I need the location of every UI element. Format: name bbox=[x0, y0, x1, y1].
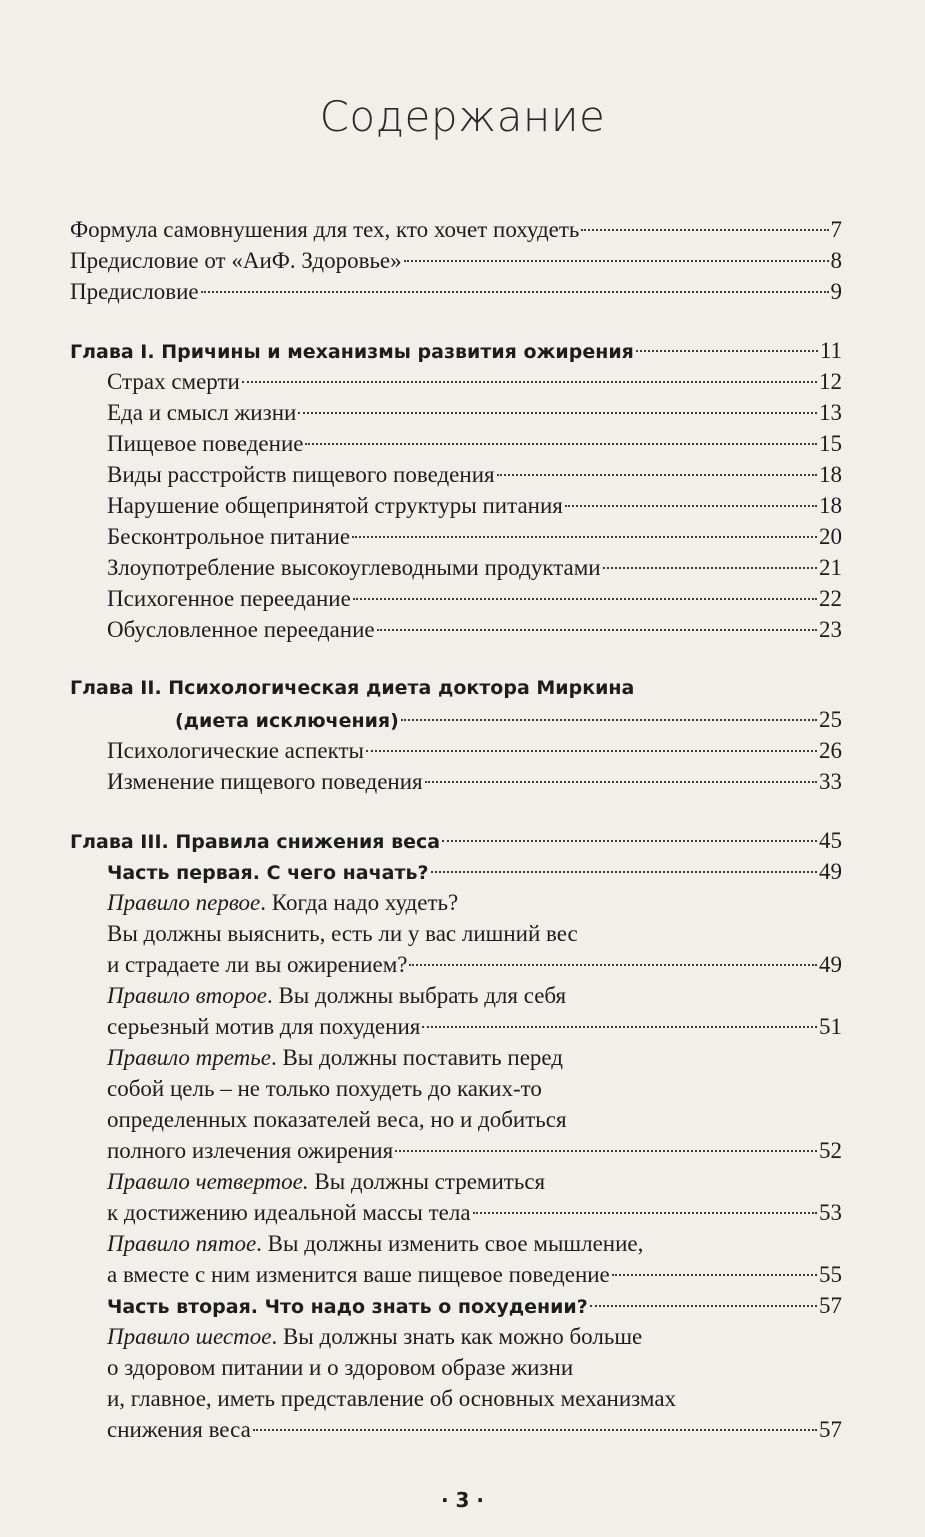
toc-entry[interactable] bbox=[70, 552, 842, 583]
toc-page-number: 15 bbox=[819, 431, 842, 456]
toc-entry-title: серьезный мотив для похудения bbox=[107, 1014, 421, 1039]
toc-entry-title: Нарушение общепринятой структуры питания bbox=[107, 493, 563, 518]
toc-page-number: 18 bbox=[819, 462, 842, 487]
dot-leader bbox=[422, 1025, 817, 1028]
toc-page-number: 45 bbox=[819, 828, 842, 853]
dot-leader bbox=[565, 504, 817, 507]
toc-rule-line[interactable] bbox=[70, 1321, 842, 1352]
toc-rule-line[interactable] bbox=[70, 1228, 842, 1259]
dot-leader bbox=[401, 718, 817, 721]
dot-leader bbox=[298, 411, 817, 414]
toc-page-number: 13 bbox=[819, 400, 842, 425]
toc-entry[interactable] bbox=[70, 276, 842, 307]
toc-entry-title: Пищевое поведение bbox=[107, 431, 304, 456]
toc-entry-title: Обусловленное переедание bbox=[107, 617, 375, 642]
toc-entry[interactable] bbox=[70, 614, 842, 645]
rule-label: Правило третье bbox=[107, 1045, 271, 1070]
dot-leader bbox=[612, 1273, 817, 1276]
dot-leader bbox=[352, 535, 817, 538]
toc-entry[interactable] bbox=[70, 214, 842, 245]
toc-rule-line: о здоровом питании и о здоровом образе жизни bbox=[107, 1355, 574, 1380]
toc-chapter-subtitle: (диета исключения) bbox=[175, 710, 399, 732]
toc-entry[interactable] bbox=[70, 1414, 842, 1445]
toc-entry[interactable] bbox=[70, 766, 842, 797]
toc-entry[interactable] bbox=[70, 1135, 842, 1166]
toc-page-number: 55 bbox=[819, 1262, 842, 1287]
toc-rule-line: определенных показателей веса, но и добиться bbox=[107, 1107, 567, 1132]
toc-page-number: 57 bbox=[819, 1293, 842, 1318]
page-title: Содержание bbox=[319, 92, 606, 141]
toc-entry[interactable] bbox=[70, 397, 842, 428]
toc-entry[interactable] bbox=[70, 366, 842, 397]
toc-entry-title: Предисловие bbox=[70, 279, 199, 304]
toc-page-number: 26 bbox=[819, 738, 842, 763]
toc-rule-line[interactable] bbox=[70, 887, 842, 918]
toc-entry-title: к достижению идеальной массы тела bbox=[107, 1200, 471, 1225]
toc-page-number: 12 bbox=[819, 369, 842, 394]
toc-entry-title: и страдаете ли вы ожирением? bbox=[107, 952, 408, 977]
toc-entry-title: Бесконтрольное питание bbox=[107, 524, 351, 549]
toc-entry-title: полного излечения ожирения bbox=[107, 1138, 394, 1163]
toc-entry[interactable] bbox=[70, 949, 842, 980]
toc-rule-line[interactable] bbox=[70, 1042, 842, 1073]
toc-entry-title: Предисловие от «АиФ. Здоровье» bbox=[70, 248, 402, 273]
toc-page-number: 25 bbox=[819, 707, 842, 732]
rule-text: . Вы должны знать как можно больше bbox=[271, 1324, 643, 1349]
rule-label: Правило четвертое. bbox=[107, 1169, 309, 1194]
toc-rule-line: Вы должны выяснить, есть ли у вас лишний вес bbox=[107, 921, 578, 946]
toc-entry[interactable] bbox=[70, 1011, 842, 1042]
toc-rule-line: собой цель – не только похудеть до каких-то bbox=[107, 1076, 542, 1101]
toc-page-number: 11 bbox=[819, 338, 842, 363]
dot-leader bbox=[409, 963, 817, 966]
dot-leader bbox=[404, 259, 829, 262]
toc-chapter[interactable] bbox=[70, 335, 842, 366]
toc-page-number: 33 bbox=[819, 769, 842, 794]
toc-chapter-title: Глава III. Правила снижения веса bbox=[70, 831, 441, 853]
toc-page-number: 57 bbox=[819, 1417, 842, 1442]
toc-entry[interactable] bbox=[70, 583, 842, 614]
toc-entry-title: а вместе с ним изменится ваше пищевое поведение bbox=[107, 1262, 610, 1287]
dot-leader bbox=[581, 228, 828, 231]
toc-entry[interactable] bbox=[70, 1197, 842, 1228]
toc-chapter[interactable] bbox=[70, 704, 842, 735]
dot-leader bbox=[305, 442, 817, 445]
toc-part-title: Часть вторая. Что надо знать о похудении? bbox=[107, 1296, 588, 1318]
toc-part[interactable] bbox=[70, 856, 842, 887]
toc-page-number: 7 bbox=[830, 217, 842, 242]
toc-page-number: 21 bbox=[819, 555, 842, 580]
toc-entry-title: Психологические аспекты bbox=[107, 738, 364, 763]
toc-entry-title: Страх смерти bbox=[107, 369, 240, 394]
toc-page-number: 9 bbox=[830, 279, 842, 304]
toc-rule-line[interactable] bbox=[70, 980, 842, 1011]
rule-label: Правило второе bbox=[107, 983, 267, 1008]
dot-leader bbox=[242, 380, 817, 383]
toc-entry[interactable] bbox=[70, 1259, 842, 1290]
toc-part-title: Часть первая. С чего начать? bbox=[107, 862, 429, 884]
table-of-contents bbox=[70, 214, 842, 1445]
dot-leader bbox=[442, 839, 817, 842]
toc-entry[interactable] bbox=[70, 245, 842, 276]
toc-entry-title: Формула самовнушения для тех, кто хочет похудеть bbox=[70, 217, 580, 242]
dot-leader bbox=[431, 870, 817, 873]
dot-leader bbox=[377, 628, 817, 631]
toc-entry[interactable] bbox=[70, 490, 842, 521]
rule-label: Правило первое bbox=[107, 890, 261, 915]
rule-label: Правило шестое bbox=[107, 1324, 272, 1349]
toc-entry-title: Злоупотребление высокоуглеводными продуктами bbox=[107, 555, 601, 580]
toc-page-number: 52 bbox=[819, 1138, 842, 1163]
toc-entry-title: Виды расстройств пищевого поведения bbox=[107, 462, 495, 487]
toc-chapter[interactable] bbox=[70, 825, 842, 856]
page-number: · 3 · bbox=[440, 1488, 485, 1512]
toc-entry-title: Еда и смысл жизни bbox=[107, 400, 297, 425]
toc-page-number: 49 bbox=[819, 859, 842, 884]
rule-text: . Вы должны изменить свое мышление, bbox=[256, 1231, 644, 1256]
dot-leader bbox=[636, 349, 818, 352]
toc-rule-line[interactable] bbox=[70, 1166, 842, 1197]
dot-leader bbox=[590, 1304, 817, 1307]
toc-chapter-title-line1[interactable]: Глава II. Психологическая диета доктора Миркина bbox=[70, 677, 635, 699]
toc-chapter-title: Глава I. Причины и механизмы развития ожирения bbox=[70, 341, 634, 363]
dot-leader bbox=[497, 473, 817, 476]
toc-entry-title: снижения веса bbox=[107, 1417, 251, 1442]
toc-page-number: 23 bbox=[819, 617, 842, 642]
dot-leader bbox=[603, 566, 817, 569]
dot-leader bbox=[353, 597, 817, 600]
dot-leader bbox=[395, 1149, 817, 1152]
toc-page-number: 22 bbox=[819, 586, 842, 611]
dot-leader bbox=[425, 780, 817, 783]
toc-page-number: 20 bbox=[819, 524, 842, 549]
toc-page-number: 53 bbox=[819, 1200, 842, 1225]
toc-page-number: 51 bbox=[819, 1014, 842, 1039]
toc-page-number: 8 bbox=[830, 248, 842, 273]
dot-leader bbox=[366, 749, 817, 752]
toc-rule-line: и, главное, иметь представление об основных механизмах bbox=[107, 1386, 677, 1411]
dot-leader bbox=[201, 290, 829, 293]
rule-label: Правило пятое bbox=[107, 1231, 257, 1256]
toc-entry-title: Психогенное переедание bbox=[107, 586, 351, 611]
dot-leader bbox=[253, 1428, 817, 1431]
toc-page-number: 49 bbox=[819, 952, 842, 977]
dot-leader bbox=[473, 1211, 817, 1214]
toc-entry-title: Изменение пищевого поведения bbox=[107, 769, 423, 794]
toc-page-number: 18 bbox=[819, 493, 842, 518]
rule-text: Вы должны стремиться bbox=[308, 1169, 546, 1194]
toc-entry[interactable] bbox=[70, 428, 842, 459]
toc-part[interactable] bbox=[70, 1290, 842, 1321]
rule-text: . Когда надо худеть? bbox=[260, 890, 459, 915]
rule-text: . Вы должны выбрать для себя bbox=[266, 983, 567, 1008]
rule-text: . Вы должны поставить перед bbox=[270, 1045, 564, 1070]
toc-entry[interactable] bbox=[70, 459, 842, 490]
toc-entry[interactable] bbox=[70, 735, 842, 766]
toc-entry[interactable] bbox=[70, 521, 842, 552]
